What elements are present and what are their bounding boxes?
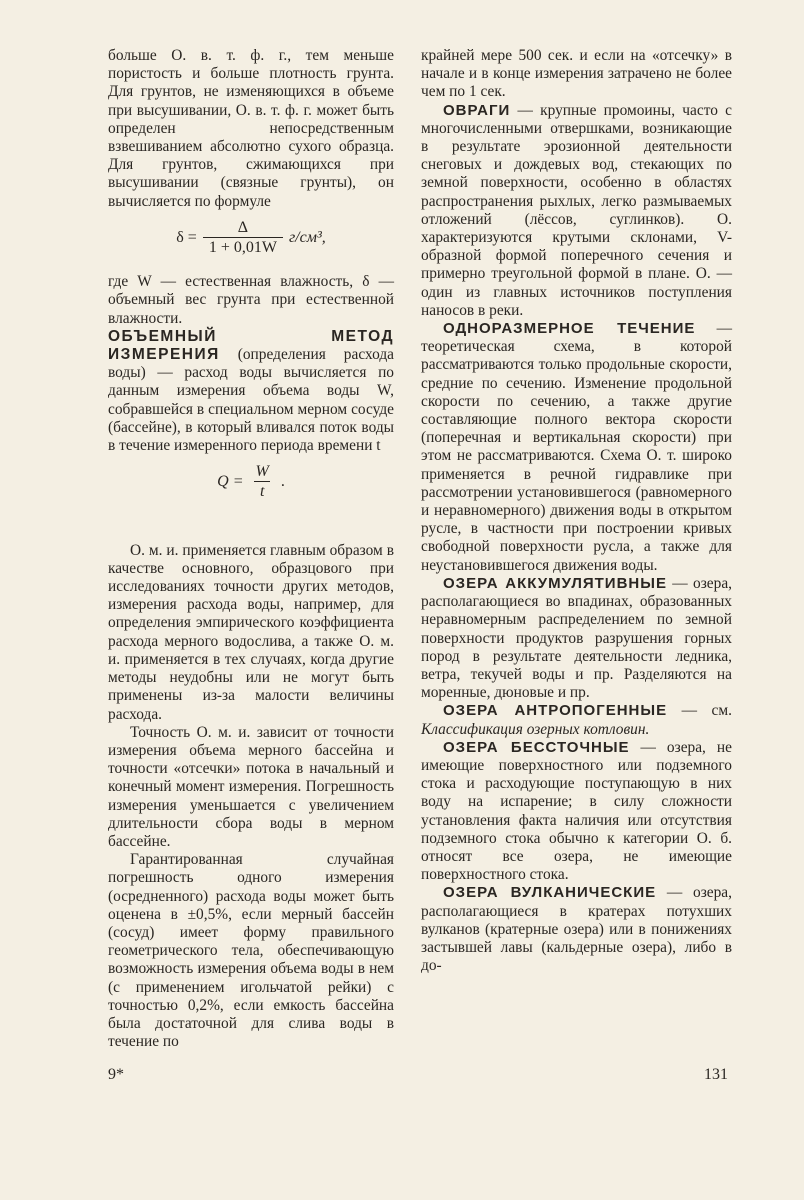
entry-ozera-vulkanicheskie: [421, 884, 732, 975]
paragraph: Гарантированная случайная погрешность одного измерения (осредненного) расхода воды может быть оценена в ±0,5%, если мерный бассейн (сосуд) имеет форму правильного геометрического тела, обеспечивающую возможность измерения объема воды в нем (с применением игольчатой рейки) с точностью 0,2%, если емкость бассейна была достаточной для слива воды в течение по: [108, 851, 394, 1051]
entry-ozera-akkumulyativnye: [421, 575, 732, 702]
page-number: 131: [704, 1066, 728, 1083]
entry-ozera-antropogennye: [421, 702, 732, 738]
paragraph: крайней мере 500 сек. и если на «отсечку» в начале и в конце измерения затрачено не более чем по 1 сек.: [421, 47, 732, 101]
fraction: [250, 463, 275, 501]
entry-text: — см.: [681, 702, 732, 720]
signature-mark: 9*: [108, 1066, 124, 1083]
spacer: [108, 518, 394, 542]
entry-text: — озера, располагающиеся во впадинах, образованных неравномерным распределением по земной поверхности продуктов разрушения горных пород в результате деятельности ледника, ветра, текучей воды и пр. Разделяются на моренные, дюновые и пр.: [421, 574, 732, 702]
formula-unit: г/см³,: [288, 228, 326, 246]
entry-term: ОВРАГИ: [443, 101, 511, 119]
entry-text: — озера, не имеющие поверхностного или подземного стока и расходующие поступающую в них воду на испарение; в силу сложности установления факта наличия или отсутствия подземного стока обычно к категории О. б. относят все озера, не имеющие поверхностного стока.: [421, 738, 732, 884]
entry-text: — озера, располагающиеся в кратерах потухших вулканов (кратерные озера) или в понижениях застывшей лавы (кальдерные озера), либо в до-: [421, 884, 732, 975]
cross-reference: Классификация озерных котловин.: [421, 720, 650, 738]
entry-text: — теоретическая схема, в которой рассматриваются только продольные скорости, средние по сечению. Изменение продольной скорости по сечению, а также другие составляющие полного вектора скорости (поперечная и вертикальная скорости) при этом не рассматриваются. Схема О. т. широко применяется в речной гидравлике при рассмотрении установившегося (равномерного и неравномерного) движения воды в открытом русле, в частности при построении кривых свободной поверхности русла, а также для неустановившегося движения воды.: [421, 320, 732, 574]
entry-text: — крупные промоины, часто с многочисленными отвершками, возникающие в результате эрозионной деятельности снеговых и дождевых вод, стекающих по земной поверхности, особенно в областях распространения рыхлых, легко размываемых отложений (лёссов, суглинков). О. характеризуются крутыми склонами, V-образной формой поперечного сечения и примерно треугольной формой в плане. О. — один из главных источников поступления наносов в реки.: [421, 101, 732, 319]
entry-odnorazmernoe-techenie: [421, 320, 732, 575]
paragraph: Точность О. м. и. зависит от точности измерения объема мерного бассейна и точности «отсечки» потока в начальный и конечный момент измерения. Погрешность измерения уменьшается с увеличением длительности сбора воды в мерном бассейне.: [108, 723, 394, 850]
paragraph: где W — естественная влажность, δ — объемный вес грунта при естественной влажности.: [108, 273, 394, 327]
formula-density: [108, 219, 394, 257]
formula-tail: .: [280, 473, 285, 491]
entry-ovragi: [421, 102, 732, 320]
paragraph: О. м. и. применяется главным образом в качестве основного, образцового при исследованиях точности других методов, измерения расхода воды, например, для определения эмпирического коэффициента расхода мерного водослива, а также О. м. и. применяется в тех случаях, когда другие методы неудобны или не могут быть применены из-за малости величины расхода.: [108, 541, 394, 723]
formula-lhs: Q =: [217, 473, 244, 491]
paragraph: больше О. в. т. ф. г., тем меньше пористость и больше плотность грунта. Для грунтов, не изменяющихся в объеме при высушивании, О. в. т. ф. г. может быть определен непосредственным взвешиванием абсолютно сухого образца. Для грунтов, сжимающихся при высушивании (связные грунты), он вычисляется по формуле: [108, 47, 394, 210]
entry-term: ОЗЕРА АНТРОПОГЕННЫЕ: [443, 702, 668, 720]
entry-term: ОЗЕРА БЕССТОЧНЫЕ: [443, 738, 630, 756]
entry-term: ОЗЕРА ВУЛКАНИЧЕСКИЕ: [443, 884, 657, 902]
entry-term: ОБЪЕМНЫЙ МЕТОД ИЗМЕРЕНИЯ: [108, 327, 394, 364]
fraction: [203, 219, 283, 257]
entry-term: ОЗЕРА АККУМУЛЯТИВНЫЕ: [443, 574, 667, 592]
entry-ozera-besstochnye: [421, 739, 732, 885]
left-column: [108, 47, 394, 1051]
fraction-numerator: Δ: [237, 218, 249, 236]
entry-text: (определения расхода воды) — расход воды вычисляется по данным измерения объема воды W, собравшейся в специальном мерном сосуде (бассейне), в который вливался поток воды в течение измеренного периода времени t: [108, 346, 394, 455]
fraction-numerator: W: [255, 463, 269, 481]
right-column: [421, 47, 732, 975]
formula-discharge: [108, 463, 394, 501]
entry-term: ОДНОРАЗМЕРНОЕ ТЕЧЕНИЕ: [443, 320, 696, 338]
fraction-denominator: t: [254, 481, 270, 501]
fraction-denominator: 1 + 0,01W: [203, 237, 283, 257]
formula-lhs: δ =: [176, 228, 197, 246]
entry-objemny-metod: [108, 328, 394, 455]
